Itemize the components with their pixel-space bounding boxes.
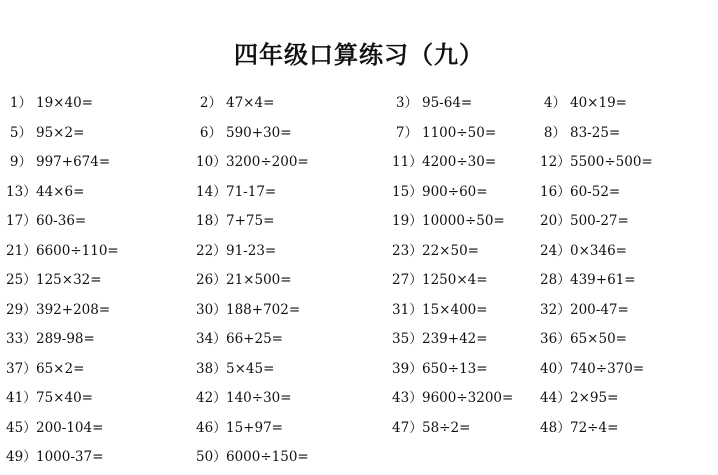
problem-row bbox=[0, 237, 718, 267]
problem-item bbox=[6, 119, 84, 149]
page-title: 四年级口算练习（九） bbox=[234, 41, 484, 69]
problem-item bbox=[392, 207, 505, 237]
problem-number: 2） bbox=[199, 95, 222, 111]
problem-expression: 239+42= bbox=[422, 331, 488, 347]
problem-item bbox=[392, 296, 488, 326]
problem-item bbox=[196, 296, 300, 326]
problem-number: 33） bbox=[6, 331, 37, 347]
problem-number: 8） bbox=[543, 124, 566, 141]
problem-row bbox=[0, 443, 718, 473]
problem-item bbox=[392, 89, 472, 119]
problem-item bbox=[6, 148, 110, 178]
problem-expression: 0×346= bbox=[570, 242, 627, 259]
problem-expression: 2×95= bbox=[570, 390, 619, 406]
problem-number: 19） bbox=[392, 213, 423, 229]
problem-item bbox=[540, 119, 620, 149]
problem-expression: 60-52= bbox=[570, 183, 621, 200]
problem-number: 49） bbox=[6, 449, 37, 465]
problem-item bbox=[540, 355, 644, 385]
problem-item bbox=[6, 443, 103, 473]
problem-expression: 71-17= bbox=[226, 183, 277, 200]
problem-item bbox=[196, 414, 283, 444]
problem-item bbox=[6, 266, 102, 296]
problem-expression: 1000-37= bbox=[36, 449, 104, 465]
problem-number: 4） bbox=[543, 95, 566, 111]
problem-number: 23） bbox=[392, 242, 423, 259]
problem-number: 27） bbox=[392, 272, 423, 288]
problem-expression: 900÷60= bbox=[422, 183, 488, 200]
problem-expression: 200-104= bbox=[36, 419, 104, 436]
problem-number: 50） bbox=[196, 449, 227, 465]
problem-item bbox=[6, 414, 103, 444]
problem-expression: 10000÷50= bbox=[422, 213, 505, 229]
problem-item bbox=[196, 443, 309, 473]
problem-number: 16） bbox=[540, 183, 571, 200]
problem-expression: 72÷4= bbox=[570, 419, 619, 436]
problem-item bbox=[196, 237, 276, 267]
problem-number: 29） bbox=[6, 301, 37, 318]
problem-item bbox=[392, 325, 488, 355]
problem-number: 20） bbox=[540, 213, 571, 229]
problem-number: 47） bbox=[392, 419, 423, 436]
problem-item bbox=[6, 237, 119, 267]
problem-row bbox=[0, 207, 718, 237]
problem-item bbox=[540, 384, 618, 414]
problem-item bbox=[540, 178, 620, 208]
problem-item bbox=[392, 266, 488, 296]
problem-row bbox=[0, 384, 718, 414]
problem-row bbox=[0, 266, 718, 296]
problem-item bbox=[196, 119, 292, 149]
problem-number: 45） bbox=[6, 419, 37, 436]
problem-item bbox=[6, 325, 95, 355]
problem-number: 48） bbox=[540, 419, 571, 436]
problem-number: 24） bbox=[540, 242, 571, 259]
problem-item bbox=[540, 296, 629, 326]
problem-item bbox=[540, 148, 653, 178]
problem-row bbox=[0, 414, 718, 444]
problem-number: 17） bbox=[6, 213, 37, 229]
problem-number: 32） bbox=[540, 301, 571, 318]
problem-item bbox=[540, 266, 636, 296]
problem-expression: 439+61= bbox=[570, 272, 636, 288]
problem-expression: 83-25= bbox=[570, 124, 621, 141]
problem-item bbox=[392, 384, 513, 414]
problem-number: 43） bbox=[392, 390, 423, 406]
problem-item bbox=[6, 296, 110, 326]
problem-number: 21） bbox=[6, 242, 37, 259]
problem-number: 14） bbox=[196, 183, 227, 200]
problem-expression: 188+702= bbox=[226, 301, 301, 318]
problem-row bbox=[0, 296, 718, 326]
problem-expression: 1250×4= bbox=[422, 272, 488, 288]
problem-item bbox=[196, 325, 283, 355]
problem-number: 44） bbox=[540, 390, 571, 406]
problem-item bbox=[196, 207, 274, 237]
problem-item bbox=[540, 89, 627, 119]
problem-expression: 95-64= bbox=[422, 95, 473, 111]
problem-expression: 22×50= bbox=[422, 242, 479, 259]
problem-expression: 60-36= bbox=[36, 213, 87, 229]
problem-number: 7） bbox=[395, 124, 418, 141]
problem-number: 26） bbox=[196, 272, 227, 288]
problem-number: 39） bbox=[392, 360, 423, 377]
problem-number: 25） bbox=[6, 272, 37, 288]
problem-number: 40） bbox=[540, 360, 571, 377]
problem-item bbox=[540, 414, 618, 444]
problem-grid bbox=[0, 89, 718, 473]
problem-expression: 15+97= bbox=[226, 419, 283, 436]
problem-number: 34） bbox=[196, 331, 227, 347]
problem-item bbox=[392, 119, 496, 149]
problem-expression: 95×2= bbox=[36, 124, 85, 141]
problem-expression: 1100÷50= bbox=[422, 124, 497, 141]
problem-item bbox=[196, 266, 292, 296]
problem-expression: 91-23= bbox=[226, 242, 277, 259]
problem-number: 37） bbox=[6, 360, 37, 377]
problem-row bbox=[0, 355, 718, 385]
problem-number: 28） bbox=[540, 272, 571, 288]
problem-row bbox=[0, 325, 718, 355]
problem-expression: 200-47= bbox=[570, 301, 629, 318]
problem-number: 5） bbox=[9, 124, 32, 141]
problem-number: 9） bbox=[9, 154, 32, 170]
problem-item bbox=[6, 384, 93, 414]
problem-number: 36） bbox=[540, 331, 571, 347]
problem-expression: 6600÷110= bbox=[36, 242, 119, 259]
problem-expression: 289-98= bbox=[36, 331, 95, 347]
problem-item bbox=[6, 355, 84, 385]
problem-number: 15） bbox=[392, 183, 423, 200]
problem-item bbox=[392, 178, 488, 208]
problem-number: 30） bbox=[196, 301, 227, 318]
problem-expression: 4200÷30= bbox=[422, 154, 497, 170]
problem-expression: 58÷2= bbox=[422, 419, 471, 436]
problem-number: 11） bbox=[392, 154, 423, 170]
problem-expression: 21×500= bbox=[226, 272, 292, 288]
problem-number: 13） bbox=[6, 183, 37, 200]
problem-number: 35） bbox=[392, 331, 423, 347]
problem-expression: 65×2= bbox=[36, 360, 85, 377]
problem-number: 18） bbox=[196, 213, 227, 229]
problem-expression: 47×4= bbox=[226, 95, 275, 111]
problem-expression: 65×50= bbox=[570, 331, 627, 347]
problem-expression: 740÷370= bbox=[570, 360, 645, 377]
problem-expression: 392+208= bbox=[36, 301, 111, 318]
problem-number: 12） bbox=[540, 154, 571, 170]
problem-expression: 590+30= bbox=[226, 124, 292, 141]
problem-expression: 125×32= bbox=[36, 272, 102, 288]
problem-item bbox=[392, 237, 479, 267]
problem-number: 38） bbox=[196, 360, 227, 377]
problem-expression: 5×45= bbox=[226, 360, 275, 377]
problem-expression: 7+75= bbox=[226, 213, 275, 229]
problem-number: 46） bbox=[196, 419, 227, 436]
problem-row bbox=[0, 148, 718, 178]
problem-row bbox=[0, 178, 718, 208]
problem-number: 31） bbox=[392, 301, 423, 318]
problem-expression: 997+674= bbox=[36, 154, 111, 170]
problem-expression: 19×40= bbox=[36, 95, 93, 111]
problem-row bbox=[0, 119, 718, 149]
problem-expression: 500-27= bbox=[570, 213, 629, 229]
problem-expression: 66+25= bbox=[226, 331, 283, 347]
problem-number: 3） bbox=[395, 95, 418, 111]
problem-item bbox=[392, 148, 496, 178]
problem-row bbox=[0, 89, 718, 119]
problem-expression: 3200÷200= bbox=[226, 154, 309, 170]
problem-expression: 5500÷500= bbox=[570, 154, 653, 170]
problem-number: 10） bbox=[196, 154, 227, 170]
problem-expression: 6000÷150= bbox=[226, 449, 309, 465]
problem-item bbox=[196, 89, 274, 119]
problem-expression: 650÷13= bbox=[422, 360, 488, 377]
problem-item bbox=[196, 355, 274, 385]
problem-item bbox=[540, 237, 627, 267]
problem-expression: 44×6= bbox=[36, 183, 85, 200]
problem-expression: 40×19= bbox=[570, 95, 627, 111]
problem-item bbox=[540, 325, 627, 355]
problem-item bbox=[6, 207, 86, 237]
problem-item bbox=[392, 355, 488, 385]
problem-item bbox=[196, 178, 276, 208]
problem-number: 22） bbox=[196, 242, 227, 259]
problem-expression: 15×400= bbox=[422, 301, 488, 318]
problem-expression: 140÷30= bbox=[226, 390, 292, 406]
problem-item bbox=[392, 414, 470, 444]
problem-number: 42） bbox=[196, 390, 227, 406]
problem-item bbox=[196, 148, 309, 178]
problem-number: 6） bbox=[199, 124, 222, 141]
problem-item bbox=[540, 207, 629, 237]
problem-item bbox=[196, 384, 292, 414]
problem-expression: 9600÷3200= bbox=[422, 390, 514, 406]
problem-item bbox=[6, 89, 93, 119]
problem-number: 41） bbox=[6, 390, 37, 406]
problem-number: 1） bbox=[9, 95, 32, 111]
problem-item bbox=[6, 178, 84, 208]
problem-expression: 75×40= bbox=[36, 390, 93, 406]
